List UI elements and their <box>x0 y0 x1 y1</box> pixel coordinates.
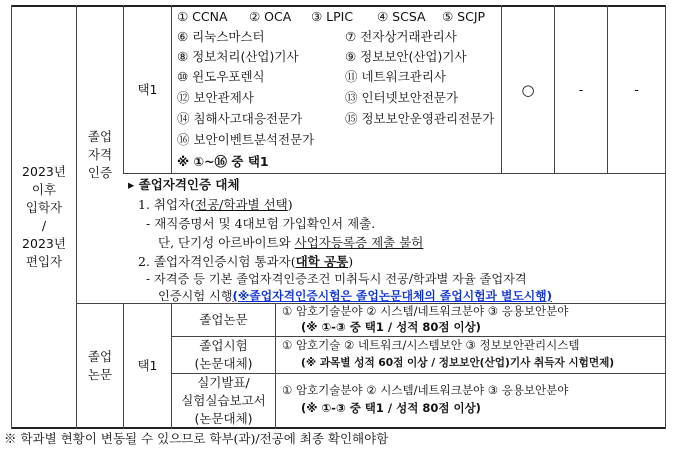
thesis-row-line1: ① 암호기술 ② 네트워크/시스템보안 ③ 정보보안관리시스템 <box>282 338 580 352</box>
cert-category-line: 자격 <box>87 147 113 162</box>
cert-item: ⑫ 보안관제사 <box>177 90 254 105</box>
thesis-row-label-line: (논문대체) <box>194 410 253 426</box>
replace-item2-bold: 대학 공통 <box>295 254 349 269</box>
cert-item: ⑯ 보안이벤트분석전문가 <box>177 132 315 147</box>
cert-choose-label: 택1 <box>137 82 158 97</box>
thesis-category-line: 논문 <box>87 366 113 382</box>
replace-item1-prefix: 1. 취업자( <box>138 197 196 212</box>
cert-item: ⑨ 정보보안(산업)기사 <box>345 49 467 64</box>
thesis-row-line2: (※ 과목별 성적 60점 이상 / 정보보안(산업)기사 취득자 시험면제) <box>301 357 615 369</box>
footnote: ※ 학과별 현황이 변동될 수 있으므로 학부(과)/전공에 최종 확인해야함 <box>4 431 389 446</box>
cert-category-line: 졸업 <box>87 129 113 144</box>
replace-item2-detail1: - 자격증 등 기본 졸업자격인증조건 미취득시 전공/학과별 자율 졸업자격 <box>146 272 527 286</box>
replace-heading: ▸ 졸업자격인증 대체 <box>128 177 240 192</box>
cert-summary: ※ ①~⑯ 중 택1 <box>177 154 269 169</box>
thesis-row-label-line: 졸업논문 <box>199 312 248 327</box>
admission-line: 편입자 <box>25 254 63 269</box>
cert-item: ⑤ SCJP <box>442 9 486 24</box>
replace-item1 <box>138 196 293 213</box>
admission-line: 입학자 <box>25 200 63 215</box>
mark-dash: - <box>634 82 639 97</box>
replace-item2-detail2-a: 인증시험 시행 <box>158 289 233 303</box>
cert-item: ⑮ 정보보안운영관리전문가 <box>345 111 495 126</box>
cert-item: ④ SCSA <box>377 9 426 24</box>
admission-line: 2023년 <box>22 164 66 179</box>
thesis-row-label <box>172 304 275 336</box>
thesis-row-line1: ① 암호기술분야 ② 시스템/네트워크분야 ③ 응용보안분야 <box>282 304 569 318</box>
thesis-row-label-line: 실험실습보고서 <box>181 392 266 408</box>
replace-item2-detail2-b: (※졸업자격인증시험은 졸업논문대체의 졸업시험과 별도시행) <box>232 289 552 303</box>
thesis-row-label-line: (논문대체) <box>194 356 253 371</box>
thesis-row-label-line: 실기발표/ <box>197 374 250 390</box>
replace-item1-detail2-b: 사업자등록증 제출 불허 <box>294 235 424 250</box>
thesis-row-label <box>172 337 275 373</box>
cert-item: ⑪ 네트워크관리사 <box>345 69 446 84</box>
cert-item: ⑥ 리눅스마스터 <box>177 29 265 44</box>
thesis-row-label <box>172 374 275 427</box>
cert-category-header <box>77 7 123 303</box>
thesis-row-line1: ① 암호기술분야 ② 시스템/네트워크분야 ③ 응용보안분야 <box>282 383 569 397</box>
replace-item1-detail1: - 재직증명서 및 4대보험 가입확인서 제출. <box>146 216 376 231</box>
cert-category-line: 인증 <box>87 165 113 180</box>
admission-group-header <box>12 7 76 427</box>
replace-item2 <box>138 253 353 270</box>
thesis-row-line2: (※ ①-③ 중 택1 / 성적 80점 이상) <box>301 401 481 415</box>
cert-item: ② OCA <box>249 9 292 24</box>
cert-item: ⑬ 인터넷보안전문가 <box>345 90 459 105</box>
replace-item1-detail2-a: 단, 단기성 아르바이트와 <box>158 235 295 250</box>
replace-item1-suffix: ) <box>287 197 293 212</box>
thesis-choose-label: 택1 <box>137 357 158 373</box>
cert-item: ① CCNA <box>177 9 228 24</box>
cert-item: ⑦ 전자상거래관리사 <box>345 29 457 44</box>
mark-circle: ○ <box>521 81 535 99</box>
thesis-row-line2: (※ ①-③ 중 택1 / 성적 80점 이상) <box>301 320 481 334</box>
replace-item1-bold: 전공/학과별 선택 <box>195 197 288 212</box>
replace-item2-prefix: 2. 졸업자격인증시험 통과자( <box>138 254 296 269</box>
cert-item: ⑭ 침해사고대응전문가 <box>177 111 303 126</box>
admission-line: 이후 <box>31 182 57 197</box>
replace-item1-detail2 <box>158 234 423 251</box>
admission-line: / <box>41 218 47 233</box>
cert-item: ③ LPIC <box>311 9 354 24</box>
cert-item: ⑧ 정보처리(산업)기사 <box>177 49 299 64</box>
admission-line: 2023년 <box>22 236 66 251</box>
cert-item: ⑩ 윈도우포렌식 <box>177 69 265 84</box>
replace-item2-suffix: ) <box>348 254 354 269</box>
thesis-category-header <box>77 304 123 427</box>
mark-dash: - <box>578 82 584 97</box>
thesis-category-line: 졸업 <box>87 348 113 364</box>
thesis-row-label-line: 졸업시험 <box>199 338 248 353</box>
